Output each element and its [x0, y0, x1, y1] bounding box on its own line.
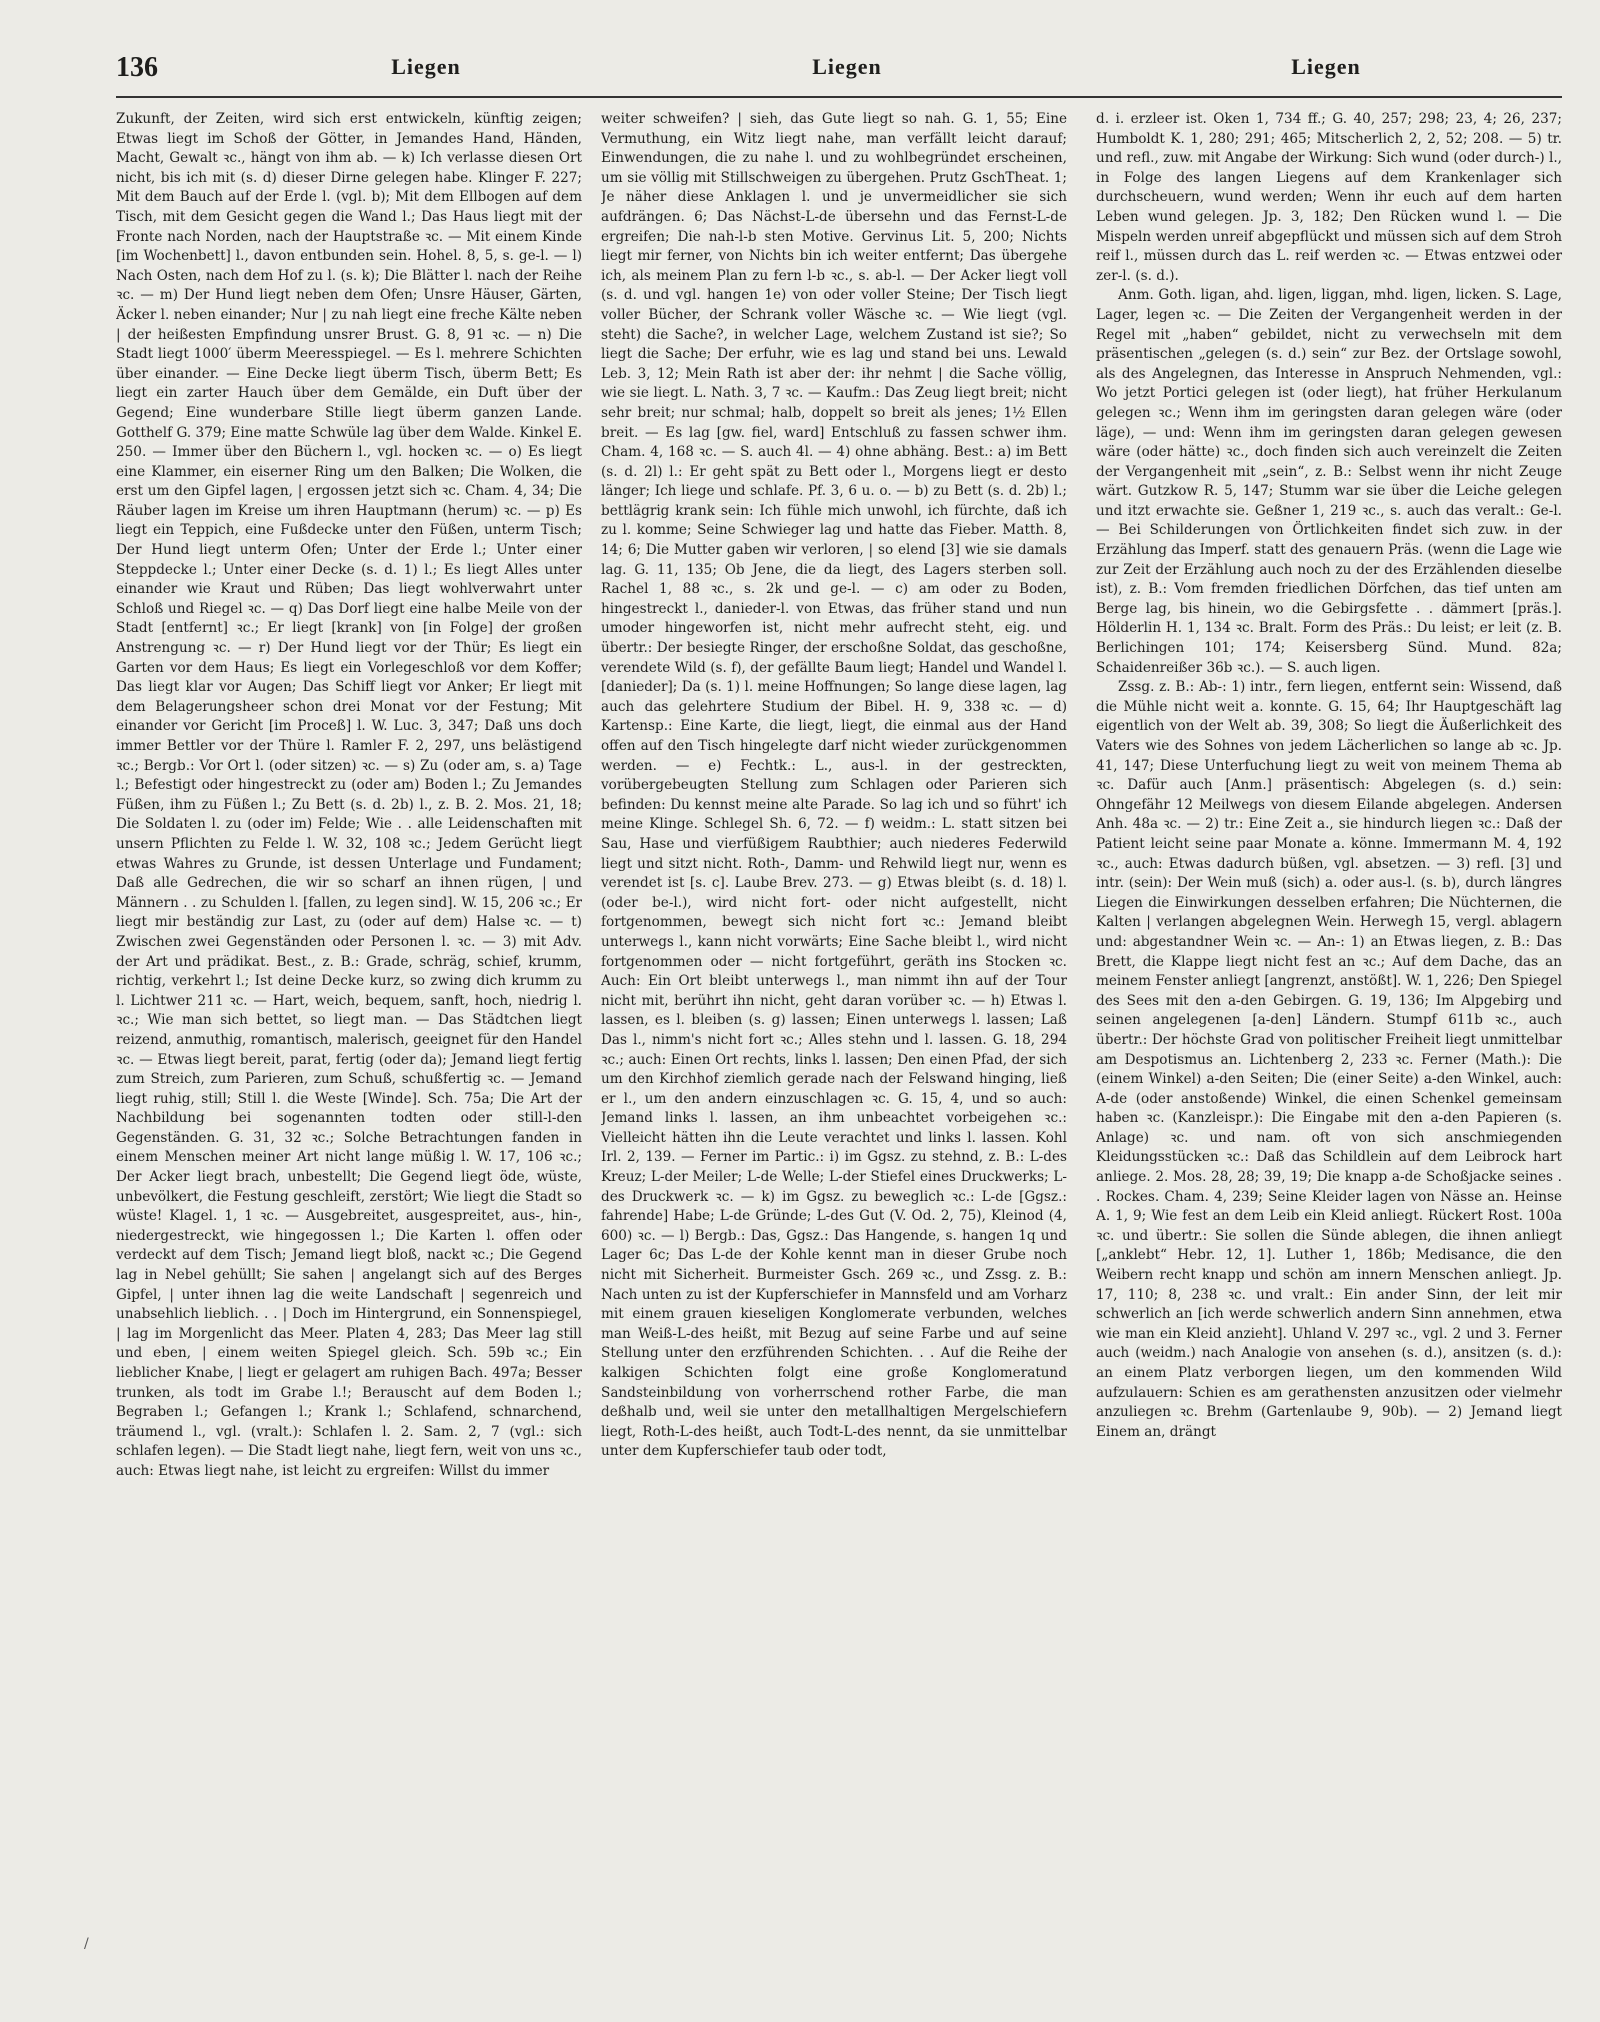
headword-center: Liegen: [812, 54, 882, 79]
column-2-paragraph-1: weiter schweifen? | sieh, das Gute liegt so nah. G. 1, 55; Eine Vermuthung, ein Witz liegt nahe, man verfällt leicht darauf; Einwendungen, die zu nahe l. und zu wohlbegründet erscheinen, um sie völlig mit Stillschweigen zu übergehen. Prutz GschTheat. 1; Je näher diese Anklagen l. und je unvermeidlicher sie sich aufdrängen. 6; Das Nächst-L-de übersehn und das Fernst-L-de ergreifen; Die nah-l-b sten Motive. Gervinus Lit. 5, 200; Nichts liegt mir ferner, von Nichts bin ich weiter entfernt; Das übergehe ich, als meinem Plan zu fern l-b ꝛc., s. ab-l. — Der Acker liegt voll (s. d. und vgl. hangen 1e) von oder voller Steine; Der Tisch liegt voller Bücher, der Schrank voller Wäsche ꝛc. — Wie liegt (vgl. steht) die Sache?, in welcher Lage, welchem Zustand ist sie?; So liegt die Sache; Der erfuhr, wie es lag und stand bei uns. Lewald Leb. 3, 12; Mein Rath ist aber der: ihr nehmt | die Sache völlig, wie sie liegt. L. Nath. 3, 7 ꝛc. — Kaufm.: Das Zeug liegt breit; nicht sehr breit; nur schmal; halb, doppelt so breit als jenes; 1½ Ellen breit. — Es lag [gw. fiel, ward] Entschluß zu fassen schwer ihm. Cham. 4, 168 ꝛc. — S. auch 4l. — 4) ohne abhäng. Best.: a) im Bett (s. d. 2l) l.: Er geht spät zu Bett oder l., Morgens liegt er desto länger; Ich liege und schlafe. Pf. 3, 6 u. o. — b) zu Bett (s. d. 2b) l.; bettlägrig krank sein: Ich fühle mich unwohl, ich fürchte, daß ich zu l. komme; Seine Schwieger lag und hatte das Fieber. Matth. 8, 14; 6; Die Mutter gaben wir verloren, | so elend [3] wie sie damals lag. G. 11, 135; Ob Jene, die da liegt, des Lagers sterben soll. Rachel 1, 88 ꝛc., s. 2k und ge-l. — c) am oder zu Boden, hingestreckt l., danieder-l. von Etwas, das früher stand und nun umoder hingeworfen ist, nicht mehr aufrecht steht, eig. und übertr.: Der besiegte Ringer, der erschoßne Soldat, das geschoßne, verendete Wild (s. f), der gefällte Baum liegt; Handel und Wandel l. [danieder]; Da (s. 1) l. meine Hoffnungen; So lange diese lagen, lag auch das gelehrtere Studium der Bibel. H. 9, 338 ꝛc. — d) Kartensp.: Eine Karte, die liegt, liegt, die einmal aus der Hand offen auf den Tisch hingelegte darf nicht wieder zurückgenommen werden. — e) Fechtk.: L., aus-l. in der gestreckten, vorübergebeugten Stellung zum Schlagen oder Parieren sich befinden: Du kennst meine alte Parade. So lag ich und so führt' ich meine Klinge. Schlegel Sh. 6, 72. — f) weidm.: L. statt sitzen bei Sau, Hase und vierfüßigem Raubthier; auch niederes Federwild liegt und sitzt nicht. Roth-, Damm- und Rehwild liegt nur, wenn es verendet ist [s. c]. Laube Brev. 273. — g) Etwas bleibt (s. d. 18) l. (oder be-l.), wird nicht fort- oder nicht aufgestellt, nicht fortgenommen, bewegt sich nicht fort ꝛc.: Jemand bleibt unterwegs l., kann nicht vorwärts; Eine Sache bleibt l., wird nicht fortgenommen oder — nicht fortgeführt, geräth ins Stocken ꝛc. Auch: Ein Ort bleibt unterwegs l., man nimmt ihn auf der Tour nicht mit, berührt ihn nicht, geht daran vorüber ꝛc. — h) Etwas l. lassen, es l. bleiben (s. g) lassen; Einen unterwegs l. lassen; Laß Das l., nimm's nicht fort ꝛc.; Alles stehn und l. lassen. G. 18, 294 ꝛc.; auch: Einen Ort rechts, links l. lassen; Den einen Pfad, der sich um den Kirchhof ziemlich gerade nach der Felswand hinging, ließ er l., um den andern einzuschlagen ꝛc. G. 15, 4, und so auch: Jemand links l. lassen, an ihm unbeachtet vorbeigehen ꝛc.: Vielleicht hätten ihn die Leute verachtet und links l. lassen. Kohl Irl. 2, 139. — Ferner im Partic.: i) im Ggsz. zu stehnd, z. B.: L-des Kreuz; L-der Meiler; L-de Welle; L-der Stiefel eines Druckwerks; L-des Druckwerk ꝛc. — k) im Ggsz. zu beweglich ꝛc.: L-de [Ggsz.: fahrende] Habe; L-de Gründe; L-des Gut (V. Od. 2, 75), Kleinod (4, 600) ꝛc. — l) Bergb.: Das, Ggsz.: Das Hangende, s. hangen 1q und Lager 6c; Das L-de der Kohle kennt man in dieser Grube noch nicht mit Sicherheit. Burmeister Gsch. 269 ꝛc., und Zssg. z. B.: Nach unten zu ist der Kupferschiefer in Mannsfeld und am Vorharz mit einem grauen kieseligen Konglomerate verbunden, welches man Weiß-L-des heißt, mit Bezug auf seine Farbe und auf seine Stellung unter den erzführenden Schichten. . . Auf die Reihe der kalkigen Schichten folgt eine große Konglomeratund Sandsteinbildung von vorherrschend rother Farbe, die man deßhalb und, weil sie unter den metallhaltigen Mergelschiefern liegt, Roth-L-des heißt, auch Todt-L-des nennt, da sie unmittelbar unter dem Kupferschiefer taub oder todt,: [601, 111, 1067, 1460]
column-3-paragraph-2: Anm. Goth. ligan, ahd. ligen, liggan, mhd. ligen, licken. S. Lage, Lager, legen ꝛc. — Die Zeiten der Vergangenheit werden in der Regel mit „haben“ gebildet, nicht zu verwechseln mit dem präsentischen „gelegen (s. d.) sein“ zur Bez. der Ortslage sowohl, als des Angelegnen, das Interesse in Anspruch Nehmenden, vgl.: Wo jetzt Portici gelegen ist (oder liegt), hat früher Herkulanum gelegen ꝛc.; Wenn ihm im geringsten daran gelegen wäre (oder läge), — und: Wenn ihm im geringsten daran gelegen gewesen wäre (oder hätte) ꝛc., doch finden sich auch vereinzelt die Zeiten der Vergangenheit mit „sein“, z. B.: Selbst wenn ihr nicht Zeuge wärt. Gutzkow R. 5, 147; Stumm war sie über die Leiche gelegen und itzt erwachte sie. Geßner 1, 219 ꝛc., s. auch das veralt.: Ge-l. — Bei Schilderungen von Örtlichkeiten findet sich zuw. in der Erzählung das Imperf. statt des genauern Präs. (wenn die Lage wie zur Zeit der Erzählung auch noch zu der des Erzählenden dieselbe ist), z. B.: Vom fremden friedlichen Dörfchen, das tief unten am Berge lag, bis hinein, wo die Gebirgsfette . . dämmert [präs.]. Hölderlin H. 1, 134 ꝛc. Bralt. Form des Präs.: Du leist; er leit (z. B. Berlichingen 101; 174; Keisersberg Sünd. Mund. 82a; Schaidenreißer 36b ꝛc.). — S. auch ligen.: [1096, 287, 1562, 676]
text-column-1: [116, 110, 582, 1970]
page-number: 136: [116, 52, 158, 83]
headword-left: Liegen: [391, 54, 461, 79]
running-header: [116, 52, 1562, 92]
margin-mark: /: [84, 1936, 89, 1952]
column-1-paragraph-1: Zukunft, der Zeiten, wird sich erst entwickeln, künftig zeigen; Etwas liegt im Schoß der Götter, in Jemandes Hand, Händen, Macht, Gewalt ꝛc., hängt von ihm ab. — k) Ich verlasse diesen Ort nicht, bis ich mit (s. d) dieser Dirne gelegen habe. Klinger F. 227; Mit dem Bauch auf der Erde l. (vgl. b); Mit dem Ellbogen auf dem Tisch, mit dem Gesicht gegen die Wand l.; Das Haus liegt mit der Fronte nach Norden, nach der Hauptstraße ꝛc. — Mit einem Kinde [im Wochenbett] l., davon entbunden sein. Hohel. 8, 5, s. ge-l. — l) Nach Osten, nach dem Hof zu l. (s. k); Die Blätter l. nach der Reihe ꝛc. — m) Der Hund liegt neben dem Ofen; Unsre Häuser, Gärten, Äcker l. neben einander; Nur | zu nah liegt eine freche Kälte neben | der heißesten Empfindung unsrer Brust. G. 8, 91 ꝛc. — n) Die Stadt liegt 1000′ überm Meeresspiegel. — Es l. mehrere Schichten über einander. — Eine Decke liegt überm Tisch, überm Bett; Es liegt ein zarter Hauch über dem Gemälde, ein Duft über der Gegend; Eine wunderbare Stille liegt überm ganzen Lande. Gotthelf G. 379; Eine matte Schwüle lag über dem Walde. Kinkel E. 250. — Immer über den Büchern l., vgl. hocken ꝛc. — o) Es liegt eine Klammer, ein eiserner Ring um den Balken; Die Wolken, die erst um den Gipfel lagen, | ergossen jetzt sich ꝛc. Cham. 4, 34; Die Räuber lagen im Kreise um ihren Hauptmann (herum) ꝛc. — p) Es liegt ein Teppich, eine Fußdecke unter den Füßen, unterm Tisch; Der Hund liegt unterm Ofen; Unter der Erde l.; Unter einer Steppdecke l.; Unter einer Decke (s. d. 1) l.; Es liegt Alles unter einander wie Kraut und Rüben; Das liegt wohlverwahrt unter Schloß und Riegel ꝛc. — q) Das Dorf liegt eine halbe Meile von der Stadt [entfernt] ꝛc.; Er liegt [krank] von [in Folge] der großen Anstrengung ꝛc. — r) Der Hund liegt vor der Thür; Es liegt ein Garten vor dem Haus; Es liegt ein Vorlegeschloß vor dem Koffer; Das liegt klar vor Augen; Das Schiff liegt vor Anker; Er liegt mit dem Belagerungsheer schon drei Monat vor der Festung; Mit einander vor Gericht [im Proceß] l. W. Luc. 3, 347; Daß uns doch immer Bettler vor der Thüre l. Ramler F. 2, 297, uns belästigend ꝛc.; Bergb.: Vor Ort l. (oder sitzen) ꝛc. — s) Zu (oder am, s. a) Tage l.; Befestigt oder hingestreckt zu (oder am) Boden l.; Zu Jemandes Füßen, ihm zu Füßen l.; Zu Bett (s. d. 2b) l., z. B. 2. Mos. 21, 18; Die Soldaten l. zu (oder im) Felde; Wie . . alle Leidenschaften mit unsern Pflichten zu Felde l. W. 32, 108 ꝛc.; Jedem Gerücht liegt etwas Wahres zu Grunde, ist dessen Unterlage und Fundament; Daß alle Gedrechen, die wir so scharf an ihnen rügen, | und Männern . . zu Schulden l. [fallen, zu legen sind]. W. 15, 206 ꝛc.; Er liegt mir beständig zur Last, zu (oder auf dem) Halse ꝛc. — t) Zwischen zwei Gegenständen oder Personen l. ꝛc. — 3) mit Adv. der Art und prädikat. Best., z. B.: Grade, schräg, schief, krumm, richtig, verkehrt l.; Ist deine Decke kurz, so zwing dich krumm zu l. Lichtwer 211 ꝛc. — Hart, weich, bequem, sanft, hoch, niedrig l. ꝛc.; Wie man sich bettet, so liegt man. — Das Städtchen liegt reizend, anmuthig, romantisch, malerisch, geeignet für den Handel ꝛc. — Etwas liegt bereit, parat, fertig (oder da); Jemand liegt fertig zum Streich, zum Parieren, zum Schuß, schußfertig ꝛc. — Jemand liegt ruhig, still; Still l. die Weste [Winde]. Sch. 75a; Die Art der Nachbildung bei sogenannten todten oder still-l-den Gegenständen. G. 31, 32 ꝛc.; Solche Betrachtungen fanden in einem Menschen meiner Art nicht lange müßig l. W. 17, 106 ꝛc.; Der Acker liegt brach, unbestellt; Die Gegend liegt öde, wüste, unbevölkert, die Festung geschleift, zerstört; Wie liegt die Stadt so wüste! Klagel. 1, 1 ꝛc. — Ausgebreitet, ausgespreitet, aus-, hin-, niedergestreckt, wie hingegossen l.; Die Karten l. offen oder verdeckt auf dem Tisch; Jemand liegt bloß, nackt ꝛc.; Die Gegend lag in Nebel gehüllt; Sie sahen | angelangt sich auf des Berges Gipfel, | unter ihnen lag die weite Landschaft | segenreich und unabsehlich lieblich. . . | Doch im Hintergrund, ein Sonnenspiegel, | lag im Morgenlicht das Meer. Platen 4, 283; Das Meer lag still und eben, | einem weiten Spiegel gleich. Sch. 59b ꝛc.; Ein lieblicher Knabe, | liegt er gelagert am ruhigen Bach. 497a; Besser trunken, als todt im Grabe l.!; Berauscht auf dem Boden l.; Begraben l.; Gefangen l.; Krank l.; Schlafend, schnarchend, träumend l., vgl. (vralt.): Schlafen l. 2. Sam. 2, 7 (vgl.: sich schlafen legen). — Die Stadt liegt nahe, liegt fern, weit von uns ꝛc., auch: Etwas liegt nahe, ist leicht zu ergreifen: Willst du immer: [116, 111, 582, 1479]
headword-right: Liegen: [1291, 54, 1361, 79]
header-rule: [116, 96, 1562, 98]
text-column-3: [1096, 110, 1562, 1970]
column-3-paragraph-1: d. i. erzleer ist. Oken 1, 734 ff.; G. 40, 257; 298; 23, 4; 26, 237; Humboldt K. 1, 280; 291; 465; Mitscherlich 2, 2, 52; 208. — 5) tr. und refl., zuw. mit Angabe der Wirkung: Sich wund (oder durch-) l., in Folge des langen Liegens auf dem Krankenlager sich durchscheuern, wund werden; Wenn ihr euch auf dem harten Leben wund gelegen. Jp. 3, 182; Den Rücken wund l. — Die Mispeln werden unreif abgepflückt und müssen sich auf dem Stroh reif l., müssen durch das L. reif werden ꝛc. — Etwas entzwei oder zer-l. (s. d.).: [1096, 111, 1562, 284]
text-column-2: [601, 110, 1067, 1970]
column-3-paragraph-3: Zssg. z. B.: Ab-: 1) intr., fern liegen, entfernt sein: Wissend, daß die Mühle nicht weit a. konnte. G. 15, 64; Ihr Hauptgeschäft lag eigentlich von der Welt ab. 39, 308; So liegt die Äußerlichkeit des Vaters wie des Sohnes von jedem Lächerlichen so lange ab ꝛc. Jp. 41, 147; Diese Unterfuchung liegt zu weit von meinem Thema ab ꝛc. Dafür auch [Anm.] präsentisch: Abgelegen (s. d.) sein: Ohngefähr 12 Meilwegs von diesem Eilande abgelegen. Andersen Anh. 48a ꝛc. — 2) tr.: Eine Zeit a., sie hindurch liegen ꝛc.: Daß der Patient leicht seine paar Monate a. könne. Immermann M. 4, 192 ꝛc., auch: Etwas dadurch büßen, vgl. absetzen. — 3) refl. [3] und intr. (sein): Der Wein muß (sich) a. oder aus-l. (s. b), durch längres Liegen die Einwirkungen desselben erfahren; Die Nüchternen, die Kalten | verlangen abgelegnen Wein. Herwegh 15, vergl. ablagern und: abgestandner Wein ꝛc. — An-: 1) an Etwas liegen, z. B.: Das Brett, die Klappe liegt nicht fest an ꝛc.; Auf dem Dache, das an meinem Fenster anliegt [angrenzt, anstößt]. W. 1, 226; Den Spiegel des Sees mit den a-den Gebirgen. G. 19, 136; Im Alpgebirg und seinen angelegenen [a-den] Ländern. Stumpf 611b ꝛc., auch übertr.: Der höchste Grad von politischer Freiheit liegt unmittelbar am Despotismus an. Lichtenberg 2, 233 ꝛc. Ferner (Math.): Die (einem Winkel) a-den Seiten; Die (einer Seite) a-den Winkel, auch: A-de (oder anstoßende) Winkel, die einen Schenkel gemeinsam haben ꝛc. (Kanzleispr.): Die Eingabe mit den a-den Papieren (s. Anlage) ꝛc. und nam. oft von sich anschmiegenden Kleidungsstücken ꝛc.: Daß das Schildlein auf dem Leibrock hart anliege. 2. Mos. 28, 28; 39, 19; Die knapp a-de Schoßjacke seines . . Rockes. Cham. 4, 239; Seine Kleider lagen von Nässe an. Heinse A. 1, 9; Wie fest an dem Leib ein Kleid anliegt. Rückert Rost. 100a ꝛc. und übertr.: Sie sollen die Sünde ablegen, die ihnen anliegt [„anklebt“ Hebr. 12, 1]. Luther 1, 186b; Medisance, die den Weibern recht knapp und schön am innern Menschen anliegt. Jp. 17, 110; 8, 238 ꝛc. und vralt.: Ein ander Sinn, der leit mir schwerlich an [ich werde schwerlich andern Sinn annehmen, etwa wie man ein Kleid anzieht]. Uhland V. 297 ꝛc., vgl. 2 und 3. Ferner auch (weidm.) nach Analogie von ansehen (s. d.), ansitzen (s. d.): an einem Platz verborgen liegen, um den kommenden Wild aufzulauern: Schien es am gerathensten anzusitzen oder vielmehr anzuliegen ꝛc. Brehm (Gartenlaube 9, 90b). — 2) Jemand liegt Einem an, drängt: [1096, 679, 1562, 1440]
